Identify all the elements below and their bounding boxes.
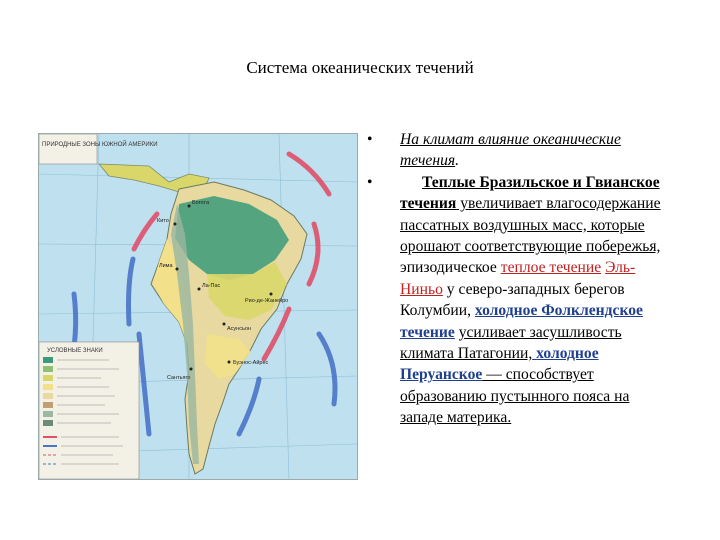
bullet-marker: • [367, 173, 373, 191]
bullet2-text-e: — способствует образованию пустынного пояса на западе материка. [400, 366, 630, 427]
bullet-marker: • [367, 131, 373, 148]
bullet1-period: . [455, 152, 460, 170]
south-america-map [38, 133, 358, 480]
city-label: Рио-де-Жанейро [245, 298, 289, 304]
bullet2-text-a: увеличивает влагосодержание пассатных воздушных масс, которые орошают соответствующие побережья, [400, 195, 661, 256]
warm-current-link[interactable]: теплое течение [500, 259, 602, 277]
bullet-item [367, 172, 672, 429]
bullet-item [367, 129, 672, 172]
bullet2-text-b: эпизодическое [400, 259, 501, 277]
map-svg [39, 134, 357, 479]
bullet-list [367, 129, 672, 429]
peruvian-current-link[interactable]: холодное Перуанское [400, 345, 599, 384]
warm-currents-text: Теплые Бразильское и Гвианское течения [400, 173, 660, 213]
legend-panel [39, 342, 139, 479]
city-label: Кито [157, 218, 169, 224]
city-label: Ла-Пас [202, 283, 221, 289]
legend-header-box [39, 134, 97, 164]
city-label: Сантьяго [167, 375, 191, 381]
falkland-current-link[interactable]: холодное Фолклендское течение [400, 302, 643, 341]
bullet2-text-c: у северо-западных берегов Колумбии, [400, 280, 625, 320]
city-label: Асунсьон [227, 326, 251, 332]
bullet1-text: На климат влияние океанические течения [400, 131, 621, 170]
legend-header-text: ПРИРОДНЫЕ ЗОНЫ ЮЖНОЙ АМЕРИКИ [42, 142, 158, 148]
bullet2-text-d: усиливает засушливость климата Патагонии, [400, 323, 622, 363]
slide-title: Система океанических течений [246, 58, 474, 77]
legend-title: УСЛОВНЫЕ ЗНАКИ [47, 348, 103, 354]
city-label: Буэнос-Айрес [233, 360, 269, 366]
city-label: Богота [192, 200, 210, 206]
el-nino-link[interactable]: Эль-Ниньо [400, 259, 636, 298]
city-label: Лима [159, 263, 173, 269]
